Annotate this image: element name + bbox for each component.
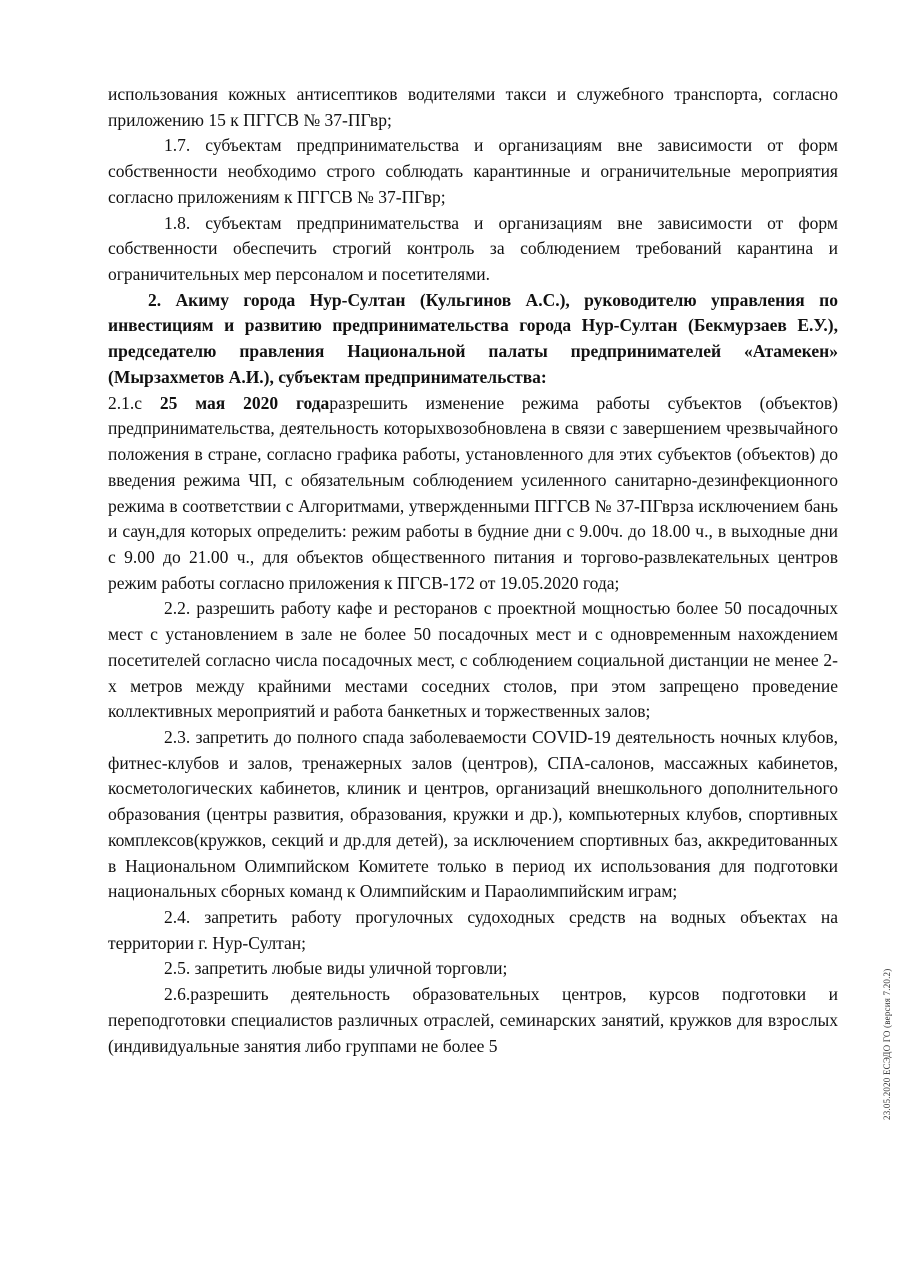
paragraph-1-8: 1.8. субъектам предпринимательства и организациям вне зависимости от форм собственности обеспечить строгий контроль за соблюдением требований карантина и ограничительных мер персоналом и посетителями. bbox=[108, 212, 838, 285]
paragraph-2-1-date: 25 мая 2020 года bbox=[159, 392, 330, 413]
paragraph-2-heading: 2. Акиму города Нур-Султан (Кульгинов А.С.), руководителю управления по инвестициям и развитию предпринимательства города Нур-Султан (Бекмурзаев Е.У.), председателю правления Национальной палаты предпринимателей «Атамекен» (Мырзахметов А.И.), субъектам предпринимательства: bbox=[108, 289, 838, 387]
paragraph-2-6: 2.6.разрешить деятельность образовательных центров, курсов подготовки и переподготовки специалистов различных отраслей, семинарских занятий, кружков для взрослых (индивидуальные занятия либо группами не более 5 bbox=[108, 984, 838, 1056]
paragraph-2-3: 2.3. запретить до полного спада заболеваемости COVID-19 деятельность ночных клубов, фитнес-клубов и залов, тренажерных залов (центров), СПА-салонов, массажных кабинетов, косметологических кабинетов, клиник и центров, организаций внешкольного дополнительного образования (центры развития, образования, кружки и др.), компьютерных клубов, спортивных комплексов(кружков, секций и др.для детей), за исключением спортивных баз, аккредитованных в Национальном Олимпийском Комитете только в период их использования для подготовки национальных сборных команд к Олимпийским и Параолимпийским играм; bbox=[108, 726, 838, 902]
paragraph-continuation: использования кожных антисептиков водителями такси и служебного транспорта, согласно приложению 15 к ПГГСВ № 37-ПГвр; bbox=[108, 84, 838, 130]
paragraph-2-1-text: разрешить изменение режима работы субъектов (объектов) предпринимательства, деятельность которыхвозобновлена в связи с завершением чрезвычайного положения в стране, согласно графика работы, установленного для этих субъектов (объектов) до введения режима ЧП, с обязательным соблюдением усиленного санитарно-дезинфекционного режима в соответствии с Алгоритмами, утвержденными ПГГСВ № 37-ПГврза исключением бань и саун,для которых определить: режим работы в будние дни с 9.00ч. до 18.00 ч., в выходные дни с 9.00 до 21.00 ч., для объектов общественного питания и торгово-развлекательных центров режим работы согласно приложения к ПГСВ-172 от 19.05.2020 года; bbox=[108, 392, 838, 593]
paragraph-1-7: 1.7. субъектам предпринимательства и организациям вне зависимости от форм собственности необходимо строго соблюдать карантинные и ограничительные мероприятия согласно приложениям к ПГГСВ № 37-ПГвр; bbox=[108, 135, 838, 207]
paragraph-2-1-prefix: 2.1.с bbox=[108, 392, 160, 413]
paragraph-2-1 bbox=[108, 391, 838, 597]
paragraph-2-5: 2.5. запретить любые виды уличной торговли; bbox=[164, 958, 508, 979]
paragraph-2-2: 2.2. разрешить работу кафе и ресторанов с проектной мощностью более 50 посадочных мест с установлением в зале не более 50 посадочных мест и с одновременным нахождением посетителей согласно числа посадочных мест, с соблюдением социальной дистанции не менее 2-х метров между крайними местами соседних столов, при этом запрещено проведение коллективных мероприятий и работа банкетных и торжественных залов; bbox=[108, 598, 838, 722]
paragraph-2-4: 2.4. запретить работу прогулочных судоходных средств на водных объектах на территории г. Нур-Султан; bbox=[108, 907, 838, 953]
side-watermark: 23.05.2020 ЕСЭДО ГО (версия 7.20.2) bbox=[882, 968, 892, 1120]
document-body bbox=[108, 82, 838, 1059]
